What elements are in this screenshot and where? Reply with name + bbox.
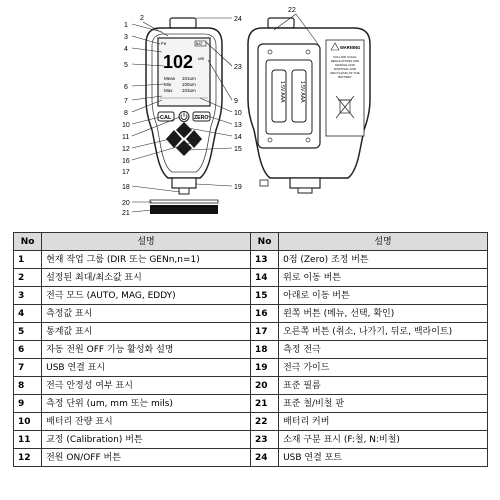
callout: 1: [124, 22, 128, 29]
cell-description: 측정값 표시: [42, 305, 251, 323]
stat-max-label: Max: [164, 88, 173, 93]
cell-number: 2: [14, 269, 42, 287]
callouts-left: [122, 15, 144, 217]
zero-button-label: ZERO: [194, 115, 209, 121]
cell-number: 5: [14, 323, 42, 341]
callout: 9: [234, 98, 238, 105]
cell-description: 설정된 최대/최소값 표시: [42, 269, 251, 287]
cell-description: 측정 단위 (um, mm 또는 mils): [42, 395, 251, 413]
table-header-row: [14, 233, 488, 251]
callout: 19: [234, 184, 242, 191]
stat-mean-label: Mean: [164, 76, 176, 81]
table-row: [14, 413, 488, 431]
cell-number: 7: [14, 359, 42, 377]
cell-description: 전원 ON/OFF 버튼: [42, 449, 251, 467]
cell-description: 왼쪽 버튼 (메뉴, 선택, 확인): [279, 305, 488, 323]
header-no-left: No: [14, 233, 42, 251]
fe-label: Fe: [161, 41, 167, 46]
measurement-probe: [179, 188, 189, 194]
cell-number: 15: [250, 287, 278, 305]
warning-line: RECYCLING OF THE: [330, 71, 360, 75]
cell-number: 21: [250, 395, 278, 413]
cell-description: 아래로 이동 버튼: [279, 287, 488, 305]
callout: 10: [122, 122, 130, 129]
callout-22: 22: [288, 7, 296, 14]
cell-description: USB 연결 표시: [42, 359, 251, 377]
callout: 24: [234, 16, 242, 23]
callout: 5: [124, 62, 128, 69]
callout: 3: [124, 34, 128, 41]
cell-description: 소재 구분 표시 (F:철, N:비철): [279, 431, 488, 449]
warning-line: DISPOSAL AND: [334, 67, 356, 71]
stat-min-value: 100um: [182, 82, 196, 87]
table-row: [14, 251, 488, 269]
cell-description: 배터리 커버: [279, 413, 488, 431]
cell-number: 12: [14, 449, 42, 467]
table-row: [14, 449, 488, 467]
cell-number: 16: [250, 305, 278, 323]
usb-port: [170, 18, 196, 28]
cell-description: 측정 전극: [279, 341, 488, 359]
callout: 16: [122, 158, 130, 165]
cell-description: 통계값 표시: [42, 323, 251, 341]
header-desc-left: 설명: [42, 233, 251, 251]
probe-guide: [172, 178, 196, 188]
warning-line: BATTERY: [338, 75, 352, 79]
lcd-screen: [158, 38, 210, 106]
cell-description: 표준 필름: [279, 377, 488, 395]
cell-number: 6: [14, 341, 42, 359]
callout: 13: [234, 122, 242, 129]
table-row: [14, 341, 488, 359]
cell-number: 24: [250, 449, 278, 467]
callout: 10: [234, 110, 242, 117]
table-row: [14, 323, 488, 341]
callout: 2: [140, 15, 144, 22]
cell-description: 전극 가이드: [279, 359, 488, 377]
cell-number: 1: [14, 251, 42, 269]
cell-number: 17: [250, 323, 278, 341]
table-row: [14, 377, 488, 395]
callout: 14: [234, 134, 242, 141]
cell-description: 자동 전원 OFF 기능 활성화 설명: [42, 341, 251, 359]
battery-label: 1.5V AAA: [279, 81, 285, 103]
cell-number: 11: [14, 431, 42, 449]
unit-label: um: [198, 56, 205, 61]
table-row: [14, 395, 488, 413]
cell-description: 교정 (Calibration) 버튼: [42, 431, 251, 449]
callout: 17: [122, 169, 130, 176]
callout: 21: [122, 210, 130, 217]
callout: 20: [122, 200, 130, 207]
callout: 23: [234, 64, 242, 71]
main-reading: 102: [163, 52, 194, 72]
cell-description: 전극 모드 (AUTO, MAG, EDDY): [42, 287, 251, 305]
callout: 6: [124, 84, 128, 91]
header-desc-right: 설명: [279, 233, 488, 251]
cell-description: 위로 이동 버튼: [279, 269, 488, 287]
battery-label: 1.5V AAA: [299, 81, 305, 103]
callout: 12: [122, 146, 130, 153]
cell-number: 4: [14, 305, 42, 323]
callout: 11: [122, 134, 130, 141]
standard-plate: [150, 205, 218, 214]
callout: 4: [124, 46, 128, 53]
cell-number: 23: [250, 431, 278, 449]
gauge-back-view: [248, 7, 370, 193]
warning-line: FOLLOW LOCAL: [333, 55, 357, 59]
warning-line: REGULATIONS AND: [330, 59, 360, 63]
callout: 8: [124, 110, 128, 117]
cell-number: 13: [250, 251, 278, 269]
warning-line: MANUAL FOR: [335, 63, 355, 67]
device-diagram: [0, 0, 500, 226]
cell-description: 오른쪽 버튼 (취소, 나가기, 뒤로, 백라이트): [279, 323, 488, 341]
table-row: [14, 359, 488, 377]
cell-number: 9: [14, 395, 42, 413]
cell-number: 22: [250, 413, 278, 431]
stat-min-label: Min: [164, 82, 172, 87]
cell-number: 10: [14, 413, 42, 431]
header-no-right: No: [250, 233, 278, 251]
table-row: [14, 305, 488, 323]
callout: 15: [234, 146, 242, 153]
cell-number: 19: [250, 359, 278, 377]
callout: 7: [124, 98, 128, 105]
cell-number: 18: [250, 341, 278, 359]
cell-description: USB 연결 포트: [279, 449, 488, 467]
table-row: [14, 431, 488, 449]
table-row: [14, 287, 488, 305]
bat-label: BAT: [196, 42, 203, 46]
cell-description: 0점 (Zero) 조정 버튼: [279, 251, 488, 269]
cell-description: 전극 안정성 여부 표시: [42, 377, 251, 395]
cal-button-label: CAL: [160, 115, 172, 121]
standard-film: [150, 200, 218, 203]
parts-table: [13, 232, 488, 467]
cell-number: 20: [250, 377, 278, 395]
warning-title: WARNING: [340, 45, 361, 50]
usb-port-back: [268, 18, 294, 28]
stat-mean-value: 101um: [182, 76, 196, 81]
callouts-right: [234, 16, 242, 191]
cell-description: 현재 작업 그룹 (DIR 또는 GENn,n=1): [42, 251, 251, 269]
cell-description: 배터리 잔량 표시: [42, 413, 251, 431]
table-row: [14, 269, 488, 287]
callout: 18: [122, 184, 130, 191]
cell-number: 8: [14, 377, 42, 395]
cell-number: 14: [250, 269, 278, 287]
cell-description: 표준 철/비철 판: [279, 395, 488, 413]
stat-max-value: 103um: [182, 88, 196, 93]
cell-number: 3: [14, 287, 42, 305]
